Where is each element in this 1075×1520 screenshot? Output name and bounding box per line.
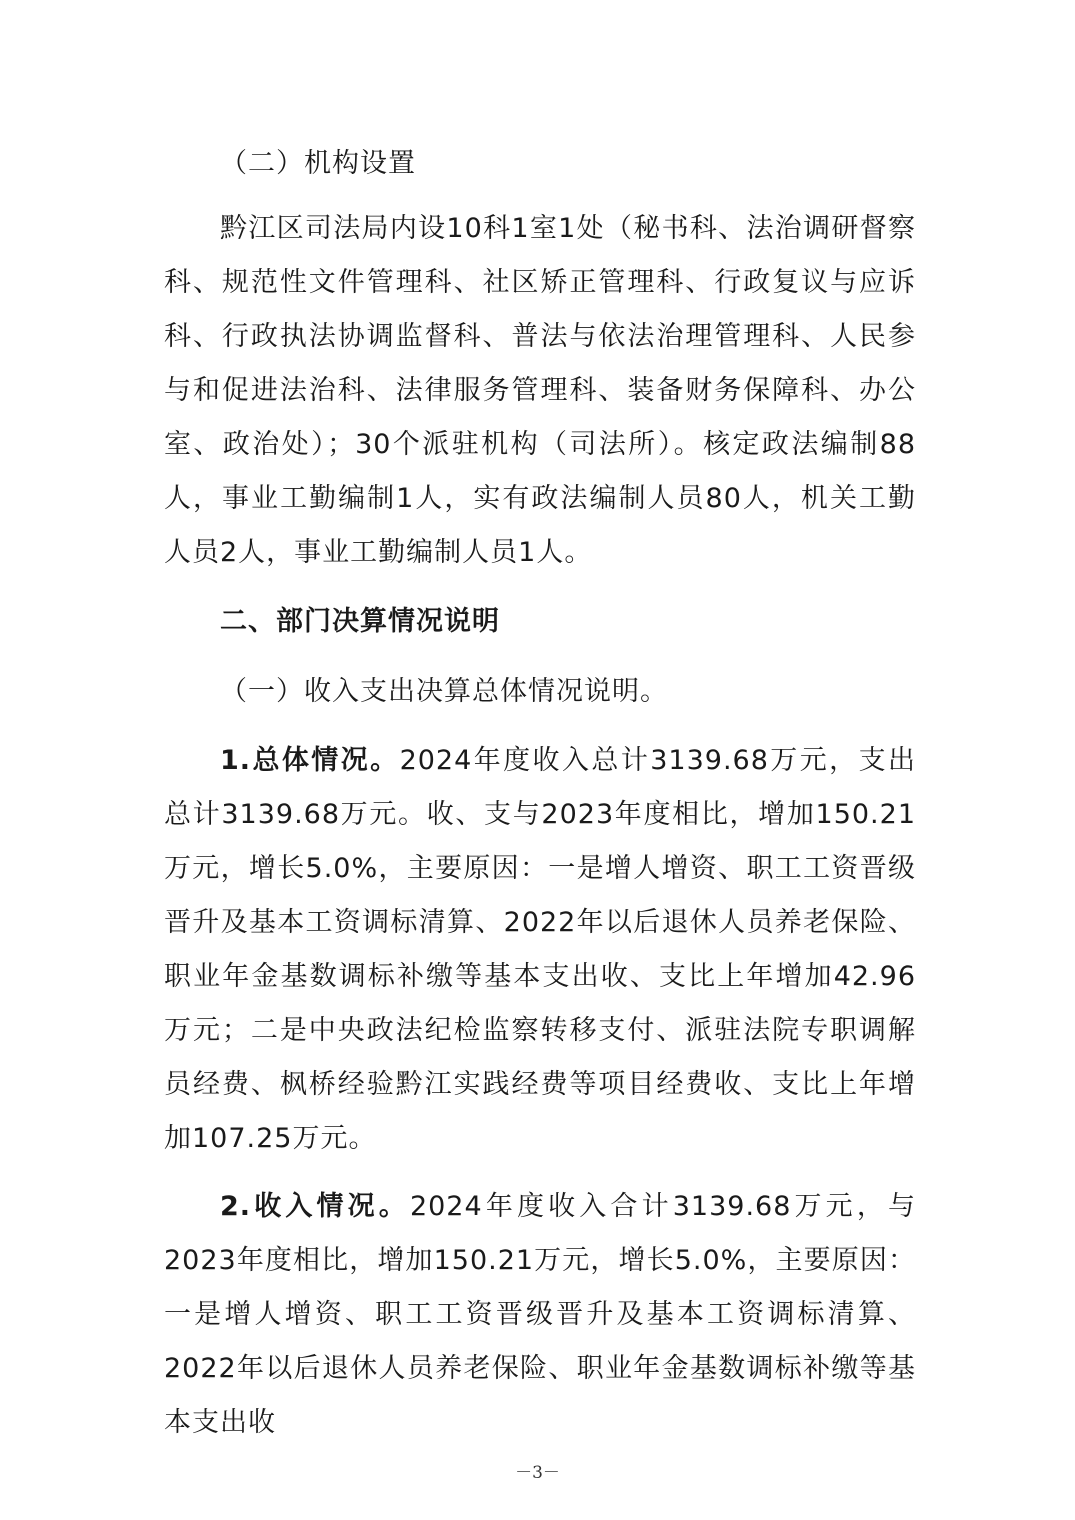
section-heading-organization: （二）机构设置 [220,148,416,179]
section-heading-final-accounts: 二、部门决算情况说明 [220,606,500,637]
income-situation-body: 2024年度收入合计3139.68万元，与2023年度相比，增加150.21万元，增长5.0%，主要原因：一是增人增资、职工工资晋级晋升及基本工资调标清算、2022年以后退休人员养老保险、职业年金基数调标补缴等基本支出收 [164,1191,916,1438]
overall-situation-paragraph [164,734,916,1166]
income-situation-paragraph [164,1180,916,1450]
overall-situation-lead: 1.总体情况。 [220,745,400,776]
page-content [164,136,916,1450]
overall-situation-body: 2024年度收入总计3139.68万元，支出总计3139.68万元。收、支与2023年度相比，增加150.21万元，增长5.0%，主要原因：一是增人增资、职工工资晋级晋升及基本工资调标清算、2022年以后退休人员养老保险、职业年金基数调标补缴等基本支出收、支比上年增加42.96万元；二是中央政法纪检监察转移支付、派驻法院专职调解员经费、枫桥经验黔江实践经费等项目经费收、支比上年增加107.25万元。 [164,745,916,1154]
page-number: －3－ [515,1463,560,1483]
subsection-heading-income-expense: （一）收入支出决算总体情况说明。 [220,676,668,707]
organization-paragraph: 黔江区司法局内设10科1室1处（秘书科、法治调研督察科、规范性文件管理科、社区矫正管理科、行政复议与应诉科、行政执法协调监督科、普法与依法治理管理科、人民参与和促进法治科、法律服务管理科、装备财务保障科、办公室、政治处）；30个派驻机构（司法所）。核定政法编制88人，事业工勤编制1人，实有政法编制人员80人，机关工勤人员2人，事业工勤编制人员1人。 [164,213,916,568]
income-situation-lead: 2.收入情况。 [220,1191,410,1222]
